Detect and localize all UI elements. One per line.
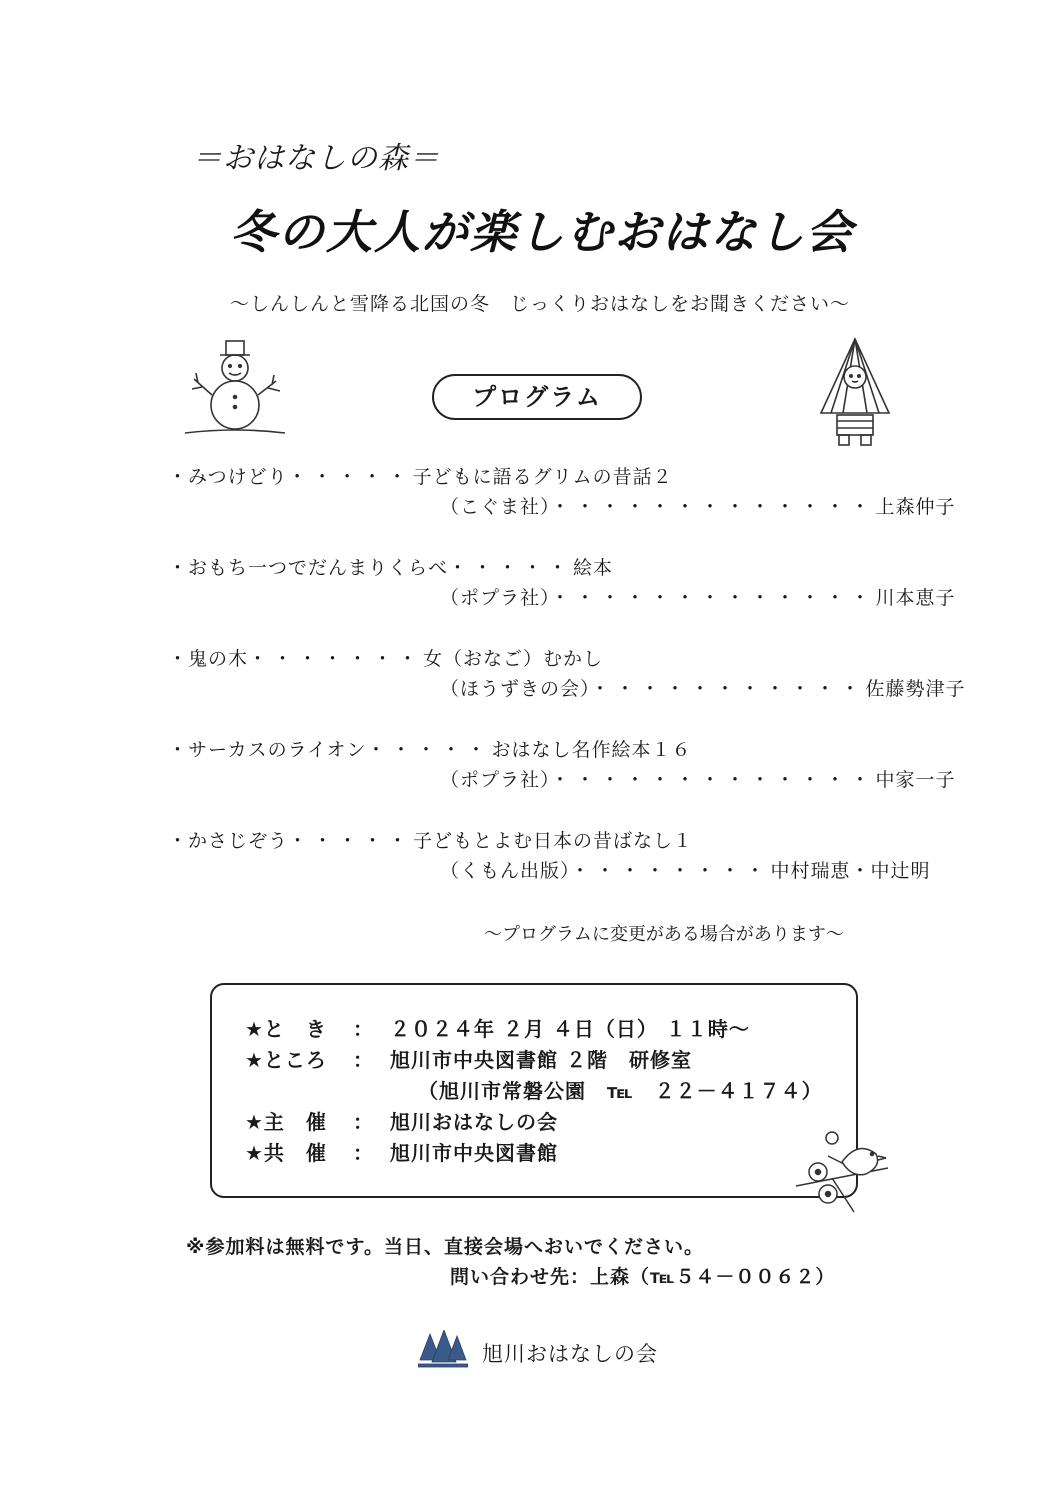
info-value: ２０２４年 ２月 ４日（日） １１時～: [390, 1017, 750, 1041]
event-subtitle: ～しんしんと雪降る北国の冬 じっくりおはなしをお聞きください～: [230, 293, 851, 315]
info-row-organizer: [0, 1106, 1061, 1132]
program-item-publisher: （ポプラ社）: [440, 769, 551, 791]
program-item-title: ・みつけどり: [168, 466, 288, 488]
info-row-place: [0, 1044, 1061, 1070]
program-item-teller: 中家一子: [875, 769, 956, 791]
program-item-title: ・鬼の木: [168, 648, 249, 670]
program-item-teller: 上森仲子: [875, 496, 956, 518]
leader-dots: ・・・・・・・・・・・: [590, 678, 866, 700]
info-value: 旭川市中央図書館 ２階 研修室: [390, 1048, 692, 1072]
event-title: 冬の大人が楽しむおはなし会: [230, 205, 854, 259]
leader-dots: ・・・・・・・・・・・・・: [550, 587, 876, 609]
info-key: ★と き: [245, 1017, 327, 1041]
leader-dots: ・・・・・: [366, 739, 492, 761]
leader-dots: ・・・・・・・・・・・・・: [550, 496, 876, 518]
program-item-title: ・サーカスのライオン: [168, 739, 367, 761]
program-item-publisher: （くもん出版）: [440, 860, 571, 882]
leader-dots: ・・・・・: [287, 466, 413, 488]
straw-cloak-child-icon: [815, 335, 895, 450]
info-colon: ：: [353, 1110, 374, 1134]
program-item-5-credit: [440, 856, 931, 883]
info-key: ★主 催: [245, 1110, 327, 1134]
info-value: （旭川市常磐公園 ℡ ２２－４１７４）: [418, 1079, 823, 1103]
program-item-4-credit: [440, 765, 956, 792]
info-key: ★ところ: [245, 1048, 327, 1072]
program-item-source: おはなし名作絵本１６: [491, 739, 692, 761]
program-item-3: [168, 644, 603, 671]
program-item-source: 子どもに語るグリムの昔話２: [412, 466, 673, 488]
program-item-publisher: （こぐま社）: [440, 496, 551, 518]
leader-dots: ・・・・・・・・・・・・・: [550, 769, 876, 791]
organization-name: 旭川おはなしの会: [482, 1342, 658, 1366]
info-value: 旭川市中央図書館: [390, 1141, 558, 1165]
program-item-source: 女（おなご）むかし: [423, 648, 604, 670]
info-row-place-detail: [0, 1075, 1061, 1101]
program-item-2-credit: [440, 583, 956, 610]
program-item-publisher: （ポプラ社）: [440, 587, 551, 609]
bird-branch-icon: [792, 1120, 892, 1220]
snowman-icon: [180, 335, 290, 445]
info-colon: ：: [353, 1048, 374, 1072]
program-item-teller: 川本恵子: [875, 587, 956, 609]
tree-logo-icon: [418, 1330, 468, 1372]
fee-note: ※参加料は無料です。当日、直接会場へおいでください。: [186, 1236, 704, 1258]
leader-dots: ・・・・・・・: [248, 648, 424, 670]
program-change-notice: ～プログラムに変更がある場合があります～: [484, 924, 844, 945]
program-item-3-credit: [440, 674, 966, 701]
program-item-1-credit: [440, 492, 956, 519]
program-item-4: [168, 735, 692, 762]
contact-info: 問い合わせ先：上森（℡５４－００６２）: [450, 1266, 836, 1288]
info-row-date: [0, 1013, 1061, 1039]
info-colon: ：: [353, 1017, 374, 1041]
program-item-source: 子どもとよむ日本の昔ばなし１: [413, 830, 694, 852]
program-item-1: [168, 462, 673, 489]
series-name: ＝おはなしの森＝: [192, 141, 440, 176]
leader-dots: ・・・・・: [448, 557, 574, 579]
program-item-teller: 中村瑞恵・中辻明: [770, 860, 931, 882]
program-item-teller: 佐藤勢津子: [865, 678, 966, 700]
leader-dots: ・・・・・: [288, 830, 414, 852]
program-item-source: 絵本: [573, 557, 614, 579]
program-heading: プログラム: [432, 374, 642, 420]
program-item-5: [168, 826, 693, 853]
info-colon: ：: [353, 1141, 374, 1165]
program-item-2: [168, 553, 613, 580]
leader-dots: ・・・・・・・・: [570, 860, 771, 882]
program-item-title: ・おもち一つでだんまりくらべ: [168, 557, 449, 579]
info-key: ★共 催: [245, 1141, 327, 1165]
info-row-cosponsor: [0, 1137, 1061, 1163]
program-item-title: ・かさじぞう: [168, 830, 289, 852]
info-value: 旭川おはなしの会: [390, 1110, 558, 1134]
program-item-publisher: （ほうずきの会）: [440, 678, 591, 700]
